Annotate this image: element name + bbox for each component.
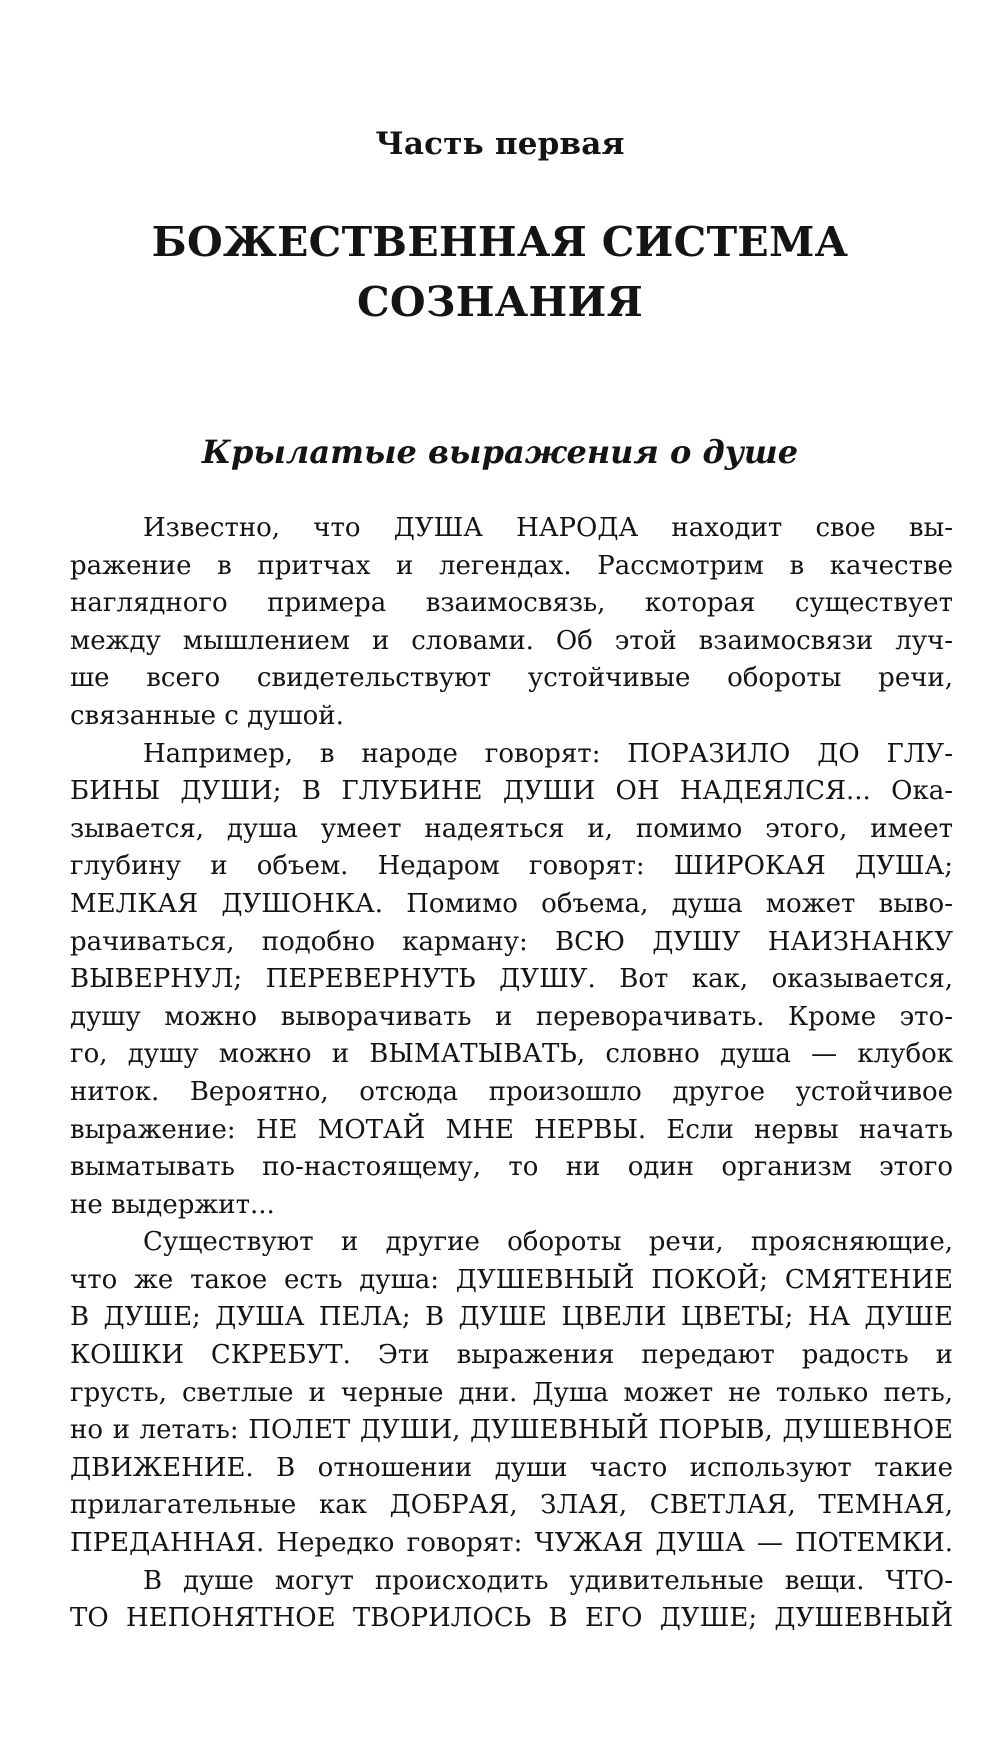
text-line: прилагательные как ДОБРАЯ, ЗЛАЯ, СВЕТЛАЯ, ТЕМНАЯ, <box>70 1490 953 1521</box>
body-text <box>70 510 953 1638</box>
text-line: душу можно выворачивать и переворачивать. Кроме это- <box>70 1001 953 1032</box>
chapter-title-line-2: СОЗНАНИЯ <box>356 278 644 326</box>
text-line: ниток. Вероятно, отсюда произошло другое устойчивое <box>70 1076 953 1107</box>
text-line: связанные с душой. <box>70 700 344 731</box>
part-label: Часть первая <box>375 126 625 162</box>
text-line: го, душу можно и ВЫМАТЫВАТЬ, словно душа — клубок <box>70 1039 953 1070</box>
text-line: зывается, душа умеет надеяться и, помимо этого, имеет <box>70 813 953 844</box>
text-line: ПРЕДАННАЯ. Нередко говорят: ЧУЖАЯ ДУША — ПОТЕМКИ. <box>70 1528 953 1559</box>
chapter-title <box>0 212 1000 332</box>
text-line: наглядного примера взаимосвязь, которая существует <box>70 588 953 619</box>
text-line: Известно, что ДУША НАРОДА находит свое вы- <box>143 513 953 543</box>
text-line: МЕЛКАЯ ДУШОНКА. Помимо объема, душа может выво- <box>70 888 953 919</box>
text-line: между мышлением и словами. Об этой взаимосвязи луч- <box>70 625 953 656</box>
text-line: ВЫВЕРНУЛ; ПЕРЕВЕРНУТЬ ДУШУ. Вот как, оказывается, <box>70 964 953 995</box>
text-line: В ДУШЕ; ДУША ПЕЛА; В ДУШЕ ЦВЕЛИ ЦВЕТЫ; НА ДУШЕ <box>70 1302 953 1333</box>
text-line: БИНЫ ДУШИ; В ГЛУБИНЕ ДУШИ ОН НАДЕЯЛСЯ... Ока- <box>70 776 953 807</box>
text-line: грусть, светлые и черные дни. Душа может не только петь, <box>70 1377 953 1408</box>
text-line: ДВИЖЕНИЕ. В отношении души часто используют такие <box>70 1452 953 1483</box>
text-line: что же такое есть душа: ДУШЕВНЫЙ ПОКОЙ; СМЯТЕНИЕ <box>70 1264 953 1295</box>
text-line: ше всего свидетельствуют устойчивые обороты речи, <box>70 663 953 694</box>
text-line: Например, в народе говорят: ПОРАЗИЛО ДО ГЛУ- <box>143 738 953 769</box>
text-line: рачиваться, подобно карману: ВСЮ ДУШУ НАИЗНАНКУ <box>70 926 953 957</box>
text-line: ТО НЕПОНЯТНОЕ ТВОРИЛОСЬ В ЕГО ДУШЕ; ДУШЕВНЫЙ <box>70 1603 953 1634</box>
text-line: выражение: НЕ МОТАЙ МНЕ НЕРВЫ. Если нервы начать <box>70 1114 953 1145</box>
section-title: Крылатые выражения о душе <box>201 433 799 471</box>
text-line: глубину и объем. Недаром говорят: ШИРОКАЯ ДУША; <box>70 851 953 882</box>
text-line: не выдержит... <box>70 1189 275 1220</box>
text-line: ражение в притчах и легендах. Рассмотрим в качестве <box>70 550 953 581</box>
text-line: Существуют и другие обороты речи, проясняющие, <box>143 1227 953 1258</box>
text-line: КОШКИ СКРЕБУТ. Эти выражения передают радость и <box>70 1340 953 1371</box>
text-line: выматывать по-настоящему, то ни один организм этого <box>70 1152 953 1183</box>
chapter-title-line-1: БОЖЕСТВЕННАЯ СИСТЕМА <box>151 218 849 266</box>
text-line: В душе могут происходить удивительные вещи. ЧТО- <box>143 1565 953 1596</box>
text-line: но и летать: ПОЛЕТ ДУШИ, ДУШЕВНЫЙ ПОРЫВ, ДУШЕВНОЕ <box>70 1415 953 1446</box>
